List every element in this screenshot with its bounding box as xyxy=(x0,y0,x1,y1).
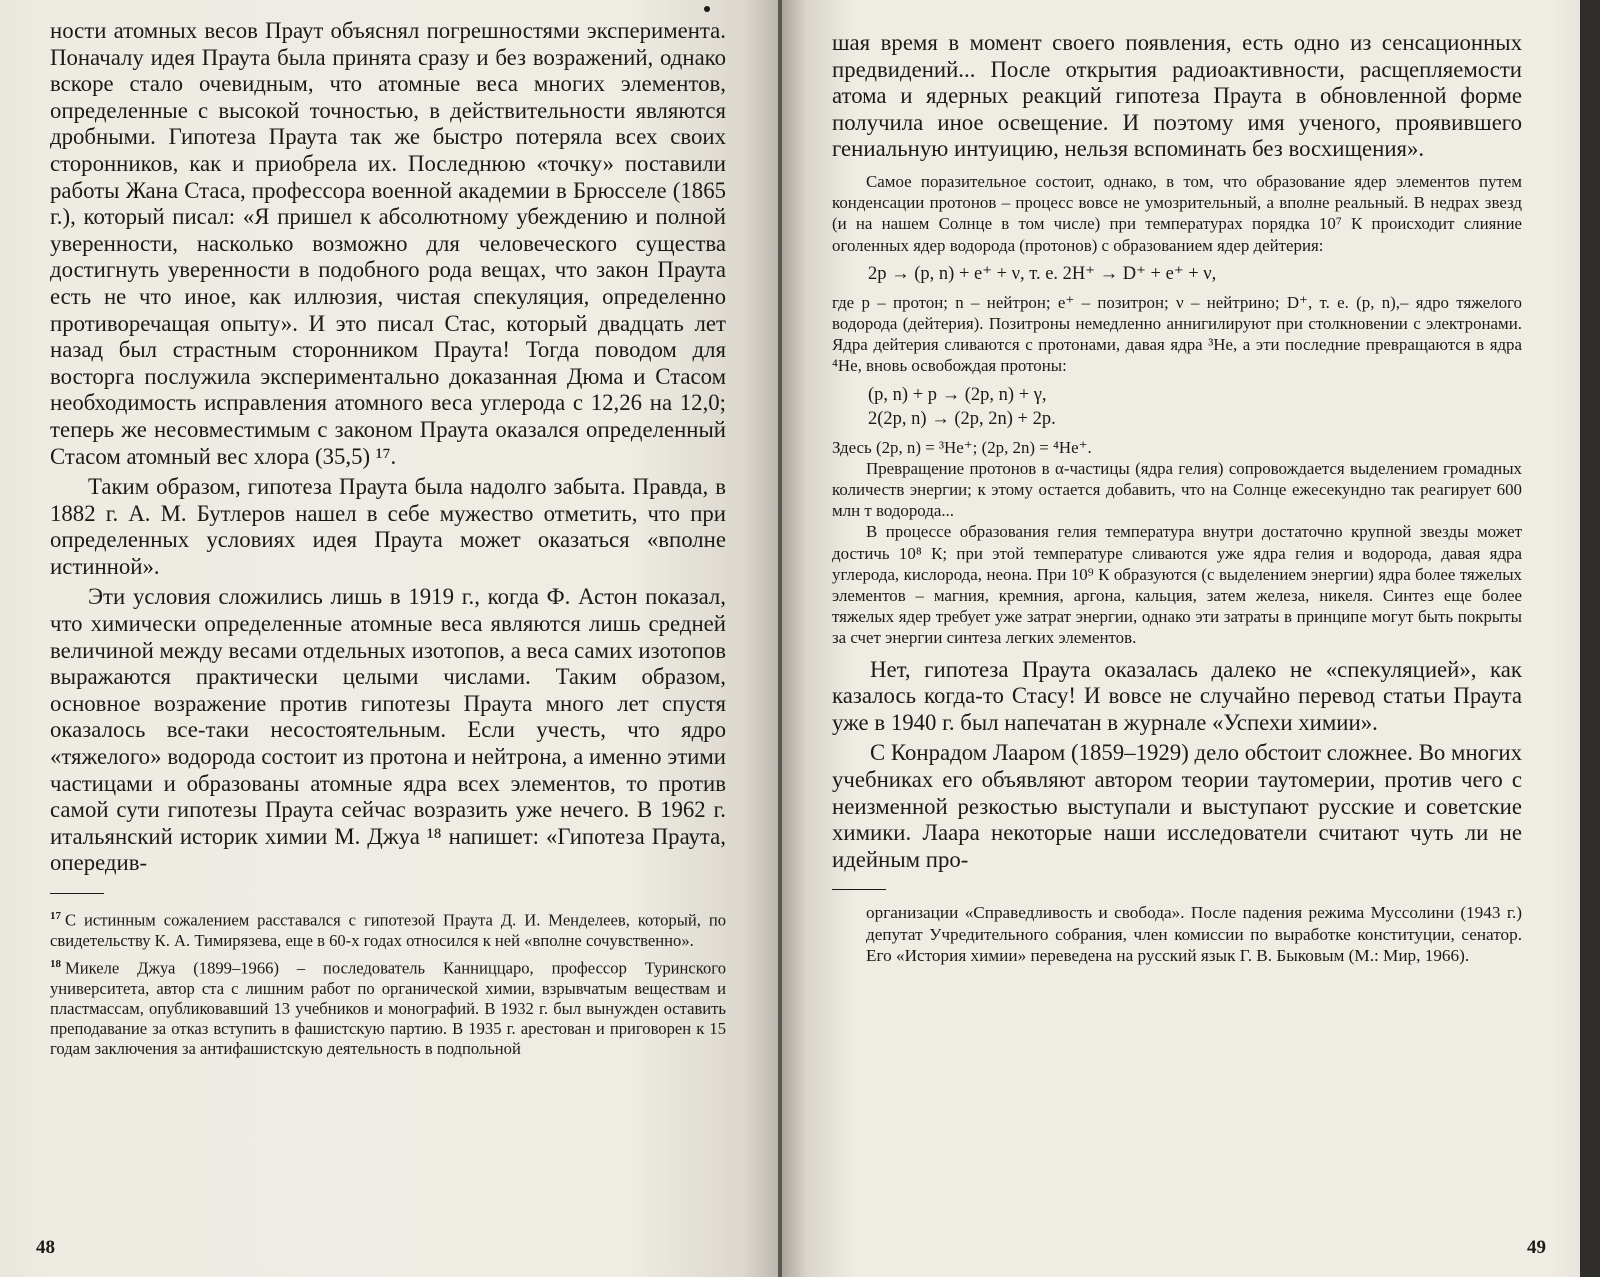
ink-dot xyxy=(704,6,710,12)
body-paragraph: шая время в момент своего появления, есть одно из сенсационных предвидений... После открытия радиоактивности, расщепляемости атома и ядерных реакций гипотеза Праута в обновленной форме получила иное освещение. И поэтому имя ученого, проявившего гениальную интуицию, нельзя вспоминать без восхищения». xyxy=(832,30,1522,162)
footnote-text: Микеле Джуа (1899–1966) – последователь Канниццаро, профессор Туринского университета, автор ста с лишним работ по органической химии, взрывчатым веществам и пластмассам, опубликовавший 13 учебников и монографий. В 1932 г. был вынужден оставить преподавание за отказ вступить в фашистскую партию. В 1935 г. арестован и приговорен к 15 годам заключения за антифашистскую деятельность в подпольной xyxy=(50,958,726,1059)
body-paragraph: ности атомных весов Праут объяснял погрешностями эксперимента. Поначалу идея Праута была принята сразу и без возражений, однако вскоре стало очевидным, что атомные веса многих элементов, определенные с высокой точностью, в действительности являются дробными. Гипотеза Праута так же быстро потеряла всех своих сторонников, как и приобрела их. Последнюю «точку» поставили работы Жана Стаса, профессора военной академии в Брюсселе (1865 г.), который писал: «Я пришел к абсолютному убеждению и полной уверенности, насколько возможно для человеческого существа достигнуть уверенности в подобного рода вещах, что закон Праута есть не что иное, как иллюзия, чистая спекуляция, определенно противоречащая опыту». И это писал Стас, который двадцать лет назад был страстным сторонником Праута! Тогда поводом для восторга послужила экспериментально доказанная Дюма и Стасом необходимость исправления атомного веса углерода с 12,26 на 12,0; теперь же несовместимым с законом Праута оказался определенный Стасом атомный вес хлора (35,5) ¹⁷. xyxy=(50,18,726,469)
body-paragraph: Нет, гипотеза Праута оказалась далеко не «спекуляцией», как казалось когда-то Стасу! И вовсе не случайно перевод статьи Праута уже в 1940 г. был напечатан в журнале «Успехи химии». xyxy=(832,656,1522,735)
right-page xyxy=(782,0,1600,1277)
left-page-text xyxy=(50,18,726,1059)
footnote-mark: 18 xyxy=(50,957,61,970)
small-paragraph: Здесь (2p, n) = ³He⁺; (2p, 2n) = ⁴He⁺. xyxy=(832,437,1092,457)
page-edge xyxy=(1580,0,1600,1277)
footnote-17 xyxy=(50,906,726,951)
small-paragraph: Превращение протонов в α-частицы (ядра гелия) сопровождается выделением громадных количеств энергии; к этому остается добавить, что на Солнце ежесекундно так реагирует 600 млн т водорода... xyxy=(832,458,1522,521)
footnote-text: С истинным сожалением расставался с гипотезой Праута Д. И. Менделеев, который, по свидетельству К. А. Тимирязева, еще в 60-х годах относился к ней «вполне сочувственно». xyxy=(50,910,726,950)
footnote-18 xyxy=(50,954,726,1060)
right-page-text xyxy=(832,30,1522,967)
footnote-continuation: организации «Справедливость и свобода». После падения режима Муссолини (1943 г.) депутат Учредительного собрания, член комиссии по выработке конституции, сенатор. Его «История химии» переведена на русский язык Г. В. Быковым (М.: Мир, 1966). xyxy=(866,903,1522,966)
formula: 2p → (p, n) + e⁺ + ν, т. е. 2H⁺ → D⁺ + e⁺ + ν, xyxy=(868,263,1217,284)
small-paragraph: В процессе образования гелия температура внутри достаточно крупной звезды может достичь 10⁸ К; при этой температуре сливаются уже ядра гелия и водорода, давая ядра углерода, кислорода, неона. При 10⁹ К образуются (с выделением энергии) ядра более тяжелых элементов – магния, кремния, аргона, кальция, затем железа, никеля. Синтез еще более тяжелых ядер требует уже затрат энергии, однако эти затраты в принципе могут быть покрыты за счет энергии синтеза легких элементов. xyxy=(832,522,1522,648)
formula: (p, n) + p → (2p, n) + γ, xyxy=(868,384,1047,405)
footnote-rule xyxy=(832,889,886,890)
footnote-rule xyxy=(50,893,104,894)
footnote-mark: 17 xyxy=(50,910,61,922)
body-paragraph: Эти условия сложились лишь в 1919 г., когда Ф. Астон показал, что химически определенные атомные веса являются лишь средней величиной между весами отдельных изотопов, а веса самих изотопов выражаются практически целыми числами. Таким образом, основное возражение против гипотезы Праута много лет спустя оказалось все-таки несостоятельным. Если учесть, что ядро «тяжелого» водорода состоит из протона и нейтрона, а именно этими частицами и образованы атомные ядра всех элементов, то против самой сути гипотезы Праута сейчас возразить уже нечего. В 1962 г. итальянский историк химии М. Джуа ¹⁸ напишет: «Гипотеза Праута, опередив- xyxy=(50,584,726,876)
small-paragraph: Самое поразительное состоит, однако, в том, что образование ядер элементов путем конденсации протонов – процесс вовсе не умозрительный, а вполне реальный. В недрах звезд (и на нашем Солнце в том числе) при температурах порядка 10⁷ К происходит слияние оголенных ядер водорода (протонов) с образованием ядер дейтерия: xyxy=(832,171,1522,255)
formula: 2(2p, n) → (2p, 2n) + 2p. xyxy=(868,408,1056,429)
page-number: 48 xyxy=(36,1237,55,1258)
body-paragraph: Таким образом, гипотеза Праута была надолго забыта. Правда, в 1882 г. А. М. Бутлеров нашел в себе мужество отметить, что при определенных условиях идея Праута может оказаться «вполне истинной». xyxy=(50,474,726,579)
page-number: 49 xyxy=(1527,1237,1546,1258)
left-page xyxy=(0,0,782,1277)
body-paragraph: С Конрадом Лааром (1859–1929) дело обстоит сложнее. Во многих учебниках его объявляют автором теории таутомерии, против чего с неизменной резкостью выступали и выступают русские и советские химики. Лаара некоторые наши исследователи считают чуть ли не идейным про- xyxy=(832,740,1522,872)
small-paragraph: где p – протон; n – нейтрон; e⁺ – позитрон; ν – нейтрино; D⁺, т. е. (p, n),– ядро тяжелого водорода (дейтерия). Позитроны немедленно аннигилируют при столкновении с электронами. Ядра дейтерия сливаются с протонами, давая ядра ³He, а эти последние превращаются в ядра ⁴He, вновь освобождая протоны: xyxy=(832,292,1522,376)
